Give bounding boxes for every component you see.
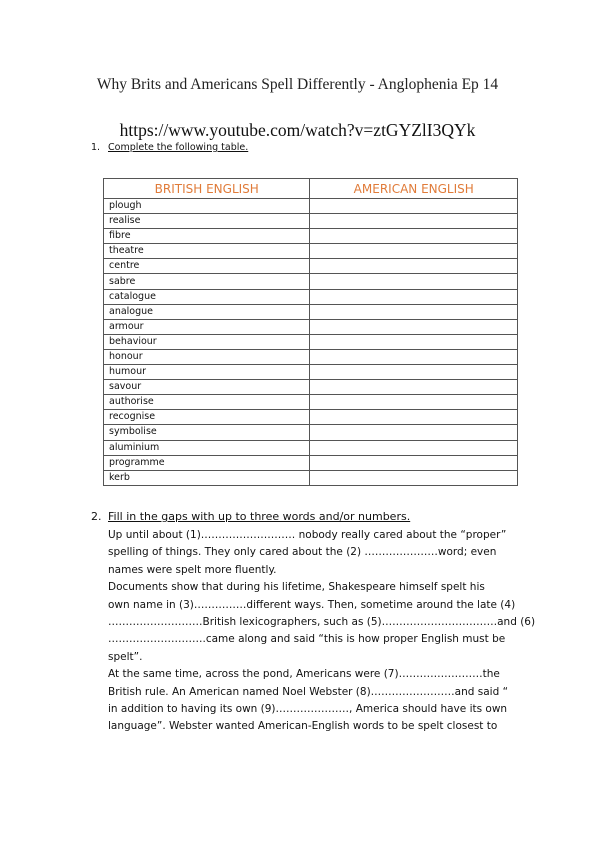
header-american-english: AMERICAN ENGLISH	[310, 179, 518, 199]
table-row	[104, 440, 518, 455]
american-answer-cell[interactable]	[310, 319, 518, 334]
american-answer-cell[interactable]	[310, 365, 518, 380]
british-word: theatre	[104, 244, 310, 259]
american-answer-cell[interactable]	[310, 214, 518, 229]
question-1	[91, 142, 248, 153]
british-word: fibre	[104, 229, 310, 244]
question-2-heading: Fill in the gaps with up to three words and/or numbers.	[108, 510, 411, 523]
paragraph-line: spelt”.	[108, 650, 143, 663]
british-word: realise	[104, 214, 310, 229]
british-word: analogue	[104, 304, 310, 319]
british-word: honour	[104, 349, 310, 364]
question-2-number: 2.	[91, 510, 102, 523]
british-word: behaviour	[104, 334, 310, 349]
paragraph-line: in addition to having its own (9)…………………, America should have its own	[108, 703, 508, 716]
table-row	[104, 229, 518, 244]
paragraph-line: language”. Webster wanted American-English words to be spelt closest to	[108, 720, 498, 733]
american-answer-cell[interactable]	[310, 229, 518, 244]
table-row	[104, 289, 518, 304]
table-row	[104, 274, 518, 289]
paragraph-line: names were spelt more fluently.	[108, 563, 277, 576]
paragraph-line: Up until about (1)……………………… nobody really cared about the “proper”	[108, 529, 507, 541]
american-answer-cell[interactable]	[310, 274, 518, 289]
british-word: plough	[104, 199, 310, 214]
table-row	[104, 214, 518, 229]
table-row	[104, 395, 518, 410]
table-row	[104, 259, 518, 274]
table-row	[104, 349, 518, 364]
american-answer-cell[interactable]	[310, 395, 518, 410]
british-word: symbolise	[104, 425, 310, 440]
table-row	[104, 304, 518, 319]
american-answer-cell[interactable]	[310, 425, 518, 440]
american-answer-cell[interactable]	[310, 289, 518, 304]
british-word: programme	[104, 455, 310, 470]
table-row	[104, 470, 518, 485]
table-row	[104, 410, 518, 425]
british-word: savour	[104, 380, 310, 395]
british-word: sabre	[104, 274, 310, 289]
paragraph-line: At the same time, across the pond, Americans were (7)……………………the	[108, 668, 500, 681]
table-header-row	[104, 179, 518, 199]
british-word: aluminium	[104, 440, 310, 455]
british-word: centre	[104, 259, 310, 274]
question-1-number: 1.	[91, 142, 101, 153]
paragraph-line: ……………………….came along and said “this is how proper English must be	[108, 633, 506, 646]
american-answer-cell[interactable]	[310, 380, 518, 395]
table-row	[104, 455, 518, 470]
american-answer-cell[interactable]	[310, 259, 518, 274]
table-row	[104, 365, 518, 380]
american-answer-cell[interactable]	[310, 440, 518, 455]
british-word: humour	[104, 365, 310, 380]
paragraph-line: British rule. An American named Noel Webster (8)……………………and said “	[108, 685, 509, 698]
table-row	[104, 244, 518, 259]
paragraph-line: spelling of things. They only cared about the (2) …………………word; even	[108, 546, 497, 559]
spelling-table	[103, 178, 518, 486]
american-answer-cell[interactable]	[310, 410, 518, 425]
video-url: https://www.youtube.com/watch?v=ztGYZlI3QYk	[119, 120, 476, 140]
table-row	[104, 334, 518, 349]
table-row	[104, 319, 518, 334]
gap-fill-paragraph	[108, 527, 536, 736]
american-answer-cell[interactable]	[310, 470, 518, 485]
british-word: kerb	[104, 470, 310, 485]
american-answer-cell[interactable]	[310, 349, 518, 364]
british-word: armour	[104, 319, 310, 334]
british-word: catalogue	[104, 289, 310, 304]
question-1-heading: Complete the following table.	[108, 142, 249, 153]
american-answer-cell[interactable]	[310, 199, 518, 214]
header-british-english: BRITISH ENGLISH	[104, 179, 310, 199]
british-word: recognise	[104, 410, 310, 425]
american-answer-cell[interactable]	[310, 334, 518, 349]
question-2	[91, 510, 410, 523]
british-word: authorise	[104, 395, 310, 410]
page-title: Why Brits and Americans Spell Differently - Anglophenia Ep 14	[96, 76, 499, 93]
american-answer-cell[interactable]	[310, 455, 518, 470]
paragraph-line: ………………………British lexicographers, such as (5)……………………………and (6)	[108, 616, 536, 629]
paragraph-line: own name in (3)……………different ways. Then, sometime around the late (4)	[108, 598, 516, 611]
table-row	[104, 425, 518, 440]
american-answer-cell[interactable]	[310, 244, 518, 259]
paragraph-line: Documents show that during his lifetime, Shakespeare himself spelt his	[108, 581, 485, 594]
american-answer-cell[interactable]	[310, 304, 518, 319]
table-row	[104, 380, 518, 395]
table-row	[104, 199, 518, 214]
